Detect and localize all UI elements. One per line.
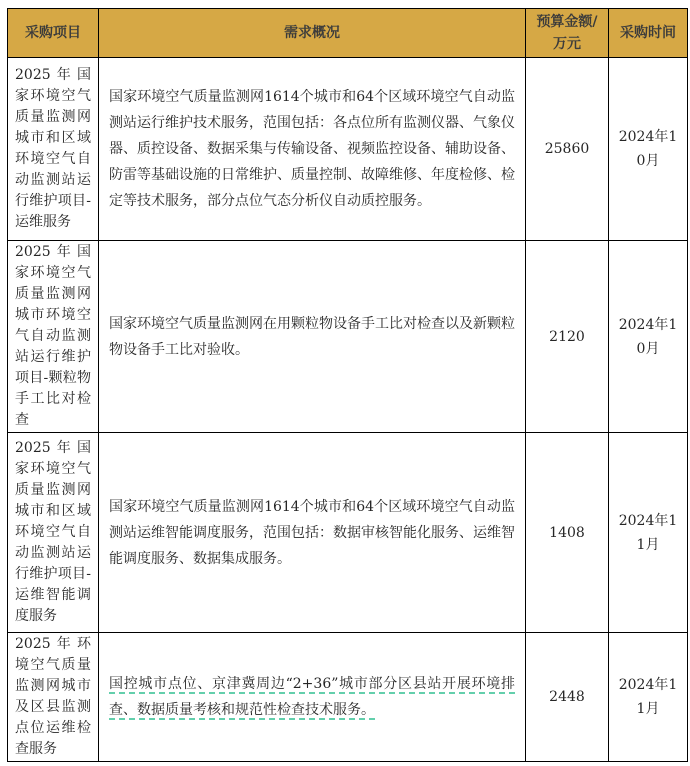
time-cell: 2024年10月 <box>609 241 688 433</box>
header-overview: 需求概况 <box>99 9 526 58</box>
table-row <box>8 58 688 241</box>
table-row <box>8 433 688 633</box>
project-cell: 2025年环境空气质量监测网城市及区县监测点位运维检查服务 <box>8 633 99 762</box>
header-project: 采购项目 <box>8 9 99 58</box>
header-budget: 预算金额/万元 <box>526 9 609 58</box>
overview-cell <box>99 633 526 762</box>
header-time: 采购时间 <box>609 9 688 58</box>
budget-cell: 2120 <box>526 241 609 433</box>
time-cell: 2024年10月 <box>609 58 688 241</box>
table-row <box>8 241 688 433</box>
overview-cell: 国家环境空气质量监测网在用颗粒物设备手工比对检查以及新颗粒物设备手工比对验收。 <box>99 241 526 433</box>
project-cell: 2025年国家环境空气质量监测网城市和区域环境空气自动监测站运行维护项目-运维服务 <box>8 58 99 241</box>
time-cell: 2024年11月 <box>609 633 688 762</box>
budget-cell: 1408 <box>526 433 609 633</box>
overview-cell: 国家环境空气质量监测网1614个城市和64个区域环境空气自动监测站运行维护技术服务，范围包括：各点位所有监测仪器、气象仪器、质控设备、数据采集与传输设备、视频监控设备、辅助设备、防雷等基础设施的日常维护、质量控制、故障维修、年度检修、检定等技术服务，部分点位气态分析仪自动质控服务。 <box>99 58 526 241</box>
time-cell: 2024年11月 <box>609 433 688 633</box>
budget-cell: 2448 <box>526 633 609 762</box>
project-cell: 2025年国家环境空气质量监测网城市环境空气自动监测站运行维护项目-颗粒物手工比对检查 <box>8 241 99 433</box>
project-cell: 2025年国家环境空气质量监测网城市和区域环境空气自动监测站运行维护项目-运维智能调度服务 <box>8 433 99 633</box>
overview-text-grammar-underlined: 国控城市点位、京津冀周边“2+36”城市部分区县站开展环境排查、数据质量考核和规范性检查技术服务。 <box>109 676 515 718</box>
procurement-table <box>7 8 688 762</box>
overview-cell: 国家环境空气质量监测网1614个城市和64个区域环境空气自动监测站运维智能调度服务，范围包括：数据审核智能化服务、运维智能调度服务、数据集成服务。 <box>99 433 526 633</box>
header-row <box>8 9 688 58</box>
table-row <box>8 633 688 762</box>
budget-cell: 25860 <box>526 58 609 241</box>
